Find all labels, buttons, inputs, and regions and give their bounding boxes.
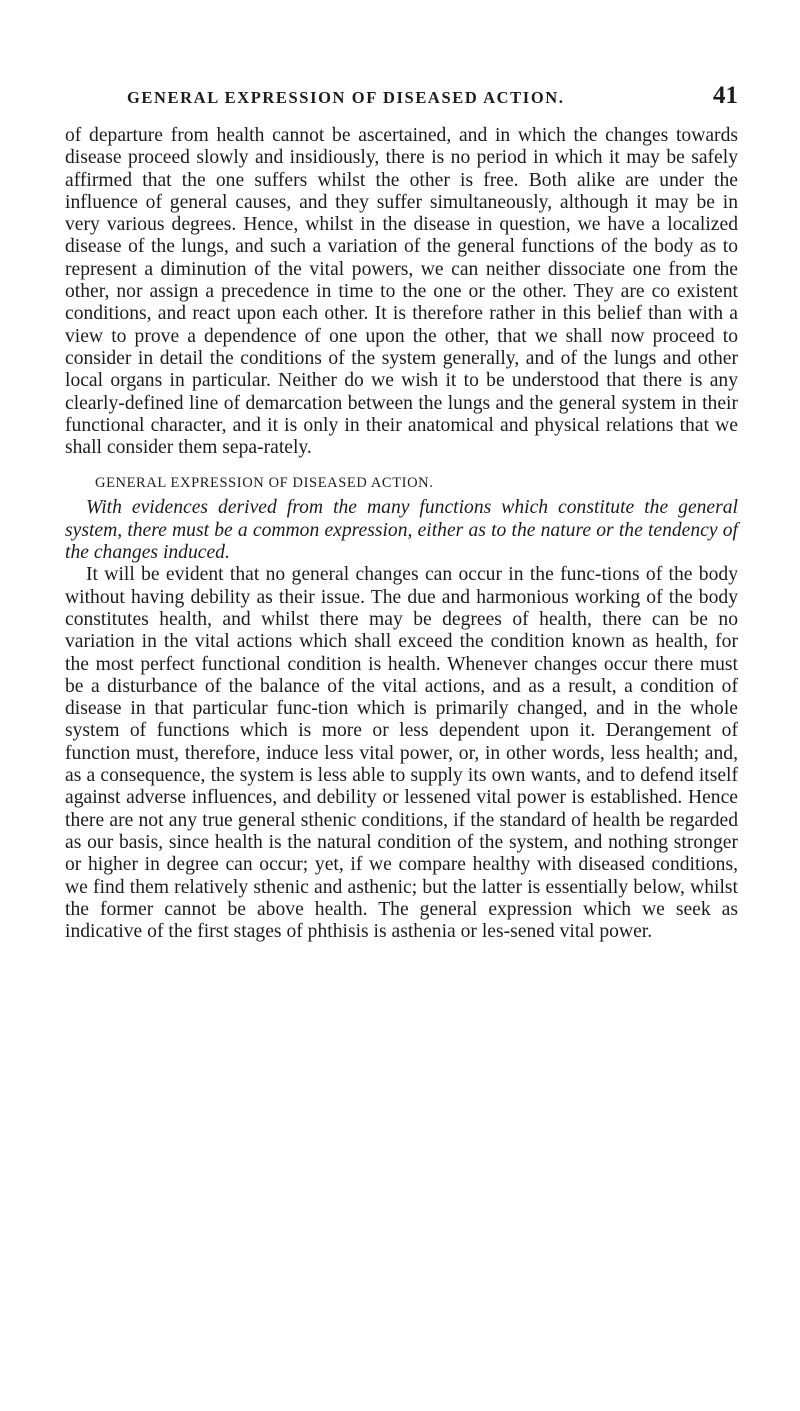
continued-paragraph: of departure from health cannot be ascertained, and in which the changes towards disease proceed slowly and insidiously, there is no period in which it may be safely affirmed that the one suffers whilst the other is free. Both alike are under the influence of general causes, and they suffer simultaneously, although it may be in very various degrees. Hence, whilst in the disease in question, we have a localized disease of the lungs, and such a variation of the general functions of the body as to represent a diminution of the vital powers, we can neither dissociate one from the other, nor assign a precedence in time to the one or the other. They are co existent conditions, and react upon each other. It is therefore rather in this belief than with a view to prove a dependence of one upon the other, that we shall now proceed to consider in detail the conditions of the system generally, and of the lungs and other local organs in particular. Neither do we wish it to be understood that there is any clearly-defined line of demarcation between the lungs and the general system in their functional character, and it is only in their anatomical and physical relations that we shall consider them sepa-rately. xyxy=(65,125,738,459)
page-number: 41 xyxy=(713,82,738,109)
book-page xyxy=(65,82,738,943)
running-head xyxy=(65,82,738,115)
section-body-paragraph: It will be evident that no general changes can occur in the func-tions of the body without having debility as their issue. The due and harmonious working of the body constitutes health, and whilst there may be degrees of health, there can be no variation in the vital actions which shall exceed the condition known as health, for the most perfect functional condition is health. Whenever changes occur there must be a disturbance of the balance of the vital actions, and as a result, a condition of disease in that particular func-tion which is primarily changed, and in the whole system of functions which is more or less dependent upon it. Derangement of function must, therefore, induce less vital power, or, in other words, less health; and, as a consequence, the system is less able to supply its own wants, and to defend itself against adverse influences, and debility or lessened vital power is established. Hence there are not any true general sthenic conditions, if the standard of health be regarded as our basis, since health is the natural condition of the system, and nothing stronger or higher in degree can occur; yet, if we compare healthy with diseased conditions, we find them relatively sthenic and asthenic; but the latter is essentially below, whilst the former cannot be above health. The general expression which we seek as indicative of the first stages of phthisis is asthenia or les-sened vital power. xyxy=(65,564,738,943)
section-heading: GENERAL EXPRESSION OF DISEASED ACTION. xyxy=(95,475,434,492)
running-title: GENERAL EXPRESSION OF DISEASED ACTION. xyxy=(127,88,565,107)
section-thesis: With evidences derived from the many functions which constitute the general system, there must be a common expression, either as to the nature or the tendency of the changes induced. xyxy=(65,497,738,564)
